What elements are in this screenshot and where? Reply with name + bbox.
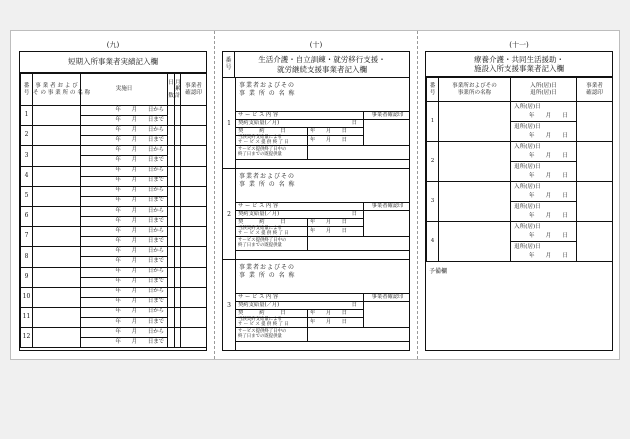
- date-to-field[interactable]: 年 月 日まで: [81, 277, 168, 287]
- row-number: 3: [427, 182, 439, 222]
- provider-label: 事業者およびその 事 業 所 の 名 称: [239, 173, 296, 188]
- contract-label: 契 約 日: [236, 310, 308, 318]
- service-row: [236, 112, 410, 120]
- provider-name-field[interactable]: [33, 146, 81, 166]
- current-end-date-field[interactable]: 年 月 日: [308, 227, 364, 237]
- table-row: [21, 186, 207, 196]
- provider-label: 事業者およびその 事 業 所 の 名 称: [239, 82, 296, 97]
- row-number: 2: [21, 126, 33, 146]
- current-end-label: 当該契約支給量による サ ー ビ ス 提 供 終 了 日: [236, 227, 308, 237]
- move-in-date-field[interactable]: 年 月 日: [511, 232, 577, 242]
- block-body: [235, 169, 409, 259]
- date-from-field[interactable]: 年 月 日から: [81, 146, 168, 156]
- provider-name-field[interactable]: [33, 307, 81, 327]
- row-number: 12: [21, 328, 33, 348]
- panel-number: (十一): [509, 41, 529, 49]
- block-body: [235, 260, 409, 351]
- days-field[interactable]: [168, 186, 175, 206]
- current-end-date-field[interactable]: 年 月 日: [308, 136, 364, 146]
- panel-title: 短期入所事業者実績記入欄: [20, 52, 206, 73]
- provided-amount-field[interactable]: [308, 146, 410, 160]
- date-to-field[interactable]: 年 月 日まで: [81, 156, 168, 166]
- header-number: 番 号: [21, 74, 33, 106]
- header-cumulative: 月 累 計: [175, 74, 181, 106]
- service-row: [236, 203, 410, 211]
- confirm-label: 事業者確認印: [364, 112, 410, 120]
- amount-row: [236, 120, 410, 128]
- panel-number: (九): [106, 41, 120, 49]
- provider-name-field[interactable]: [439, 182, 511, 222]
- date-to-field[interactable]: 年 月 日まで: [81, 217, 168, 227]
- days-field[interactable]: [168, 146, 175, 166]
- date-from-field[interactable]: 年 月 日から: [81, 267, 168, 277]
- entry-blocks: [223, 78, 409, 350]
- move-out-label: 退所(居)日: [511, 242, 577, 252]
- header-confirm: 事業者 確認印: [577, 78, 613, 102]
- fold-line-left: [214, 31, 215, 359]
- move-in-date-field[interactable]: 年 月 日: [511, 152, 577, 162]
- confirm-seal-field[interactable]: [181, 106, 207, 126]
- date-from-field[interactable]: 年 月 日から: [81, 206, 168, 216]
- row-number: 9: [21, 267, 33, 287]
- block-number: 2: [223, 169, 236, 259]
- current-end-label: 当該契約支給量による サ ー ビ ス 提 供 終 了 日: [236, 318, 308, 328]
- table-row: [21, 166, 207, 176]
- row-number: 4: [21, 166, 33, 186]
- confirm-seal-field[interactable]: [364, 120, 410, 146]
- provider-name-field[interactable]: [33, 328, 81, 348]
- table-row: [21, 206, 207, 216]
- confirm-seal-field[interactable]: [181, 206, 207, 226]
- days-field[interactable]: [168, 166, 175, 186]
- provided-amount-label: サービス提供終了日中の 終了日までの既提供量: [236, 328, 308, 342]
- days-field[interactable]: [168, 287, 175, 307]
- move-out-label: 退所(居)日: [511, 122, 577, 132]
- table-row: [21, 126, 207, 136]
- provided-amount-row: [236, 146, 410, 160]
- service-label[interactable]: サ ー ビ ス 内 容: [236, 203, 364, 211]
- provided-amount-row: [236, 328, 410, 342]
- daily-activity-form: [222, 51, 410, 351]
- contract-label: 契 約 日: [236, 219, 308, 227]
- header-provider: 事業所およびその 事業所の名称: [439, 78, 511, 102]
- table-row: [21, 227, 207, 237]
- provided-amount-row: [236, 237, 410, 251]
- block-body: [235, 78, 409, 168]
- header-dates: 実施日: [81, 74, 168, 106]
- days-field[interactable]: [168, 307, 175, 327]
- certificate-sheet: [10, 30, 620, 360]
- date-to-field[interactable]: 年 月 日まで: [81, 317, 168, 327]
- date-to-field[interactable]: 年 月 日まで: [81, 136, 168, 146]
- provided-amount-label: サービス提供終了日中の 終了日までの既提供量: [236, 146, 308, 160]
- table-row: [21, 267, 207, 277]
- move-out-label: 退所(居)日: [511, 162, 577, 172]
- confirm-seal-field[interactable]: [577, 142, 613, 182]
- days-field[interactable]: [168, 206, 175, 226]
- move-in-label: 入所(居)日: [511, 142, 577, 152]
- date-from-field[interactable]: 年 月 日から: [81, 186, 168, 196]
- amount-field[interactable]: 契約支給量(／月) 日: [236, 302, 364, 310]
- date-to-field[interactable]: 年 月 日まで: [81, 338, 168, 348]
- confirm-label: 事業者確認印: [364, 203, 410, 211]
- entry-block: [223, 78, 409, 169]
- provider-name-field[interactable]: [33, 106, 81, 126]
- row-number: 1: [427, 102, 439, 142]
- table-row: [427, 222, 613, 232]
- header-days: 日 数: [168, 74, 175, 106]
- block-table: [235, 293, 410, 342]
- panel-care-facility: [425, 40, 613, 351]
- date-from-field[interactable]: 年 月 日から: [81, 227, 168, 237]
- date-from-field[interactable]: 年 月 日から: [81, 106, 168, 116]
- block-number: 3: [223, 260, 236, 351]
- table-row: [21, 307, 207, 317]
- block-table: [235, 202, 410, 251]
- confirm-seal-field[interactable]: [364, 211, 410, 237]
- provider-name-field[interactable]: [33, 287, 81, 307]
- provider-name-field[interactable]: [33, 267, 81, 287]
- days-field[interactable]: [168, 247, 175, 267]
- confirm-seal-field[interactable]: [364, 302, 410, 328]
- confirm-seal-field[interactable]: [577, 182, 613, 222]
- days-field[interactable]: [168, 106, 175, 126]
- provider-name-field[interactable]: [33, 227, 81, 247]
- row-number: 2: [427, 142, 439, 182]
- date-to-field[interactable]: 年 月 日まで: [81, 297, 168, 307]
- row-number: 1: [21, 106, 33, 126]
- confirm-seal-field[interactable]: [181, 267, 207, 287]
- move-out-date-field[interactable]: 年 月 日: [511, 252, 577, 262]
- provider-name-field[interactable]: [439, 102, 511, 142]
- current-end-date-field[interactable]: 年 月 日: [308, 318, 364, 328]
- table-row: [427, 182, 613, 192]
- header-number: 番 号: [223, 52, 235, 78]
- panel-daily-activity: [222, 40, 410, 351]
- provider-name-field[interactable]: [33, 247, 81, 267]
- provider-name-field[interactable]: [439, 222, 511, 262]
- date-from-field[interactable]: 年 月 日から: [81, 126, 168, 136]
- confirm-seal-field[interactable]: [181, 307, 207, 327]
- confirm-seal-field[interactable]: [577, 222, 613, 262]
- service-row: [236, 294, 410, 302]
- confirm-seal-field[interactable]: [181, 287, 207, 307]
- amount-row: [236, 302, 410, 310]
- header-provider: 事 業 者 お よ び そ の 事 業 所 の 名 称: [33, 74, 81, 106]
- confirm-seal-field[interactable]: [181, 227, 207, 247]
- panel-title: 生活介護・自立訓練・就労移行支援・ 就労継続支援事業者記入欄: [235, 52, 409, 78]
- move-in-date-field[interactable]: 年 月 日: [511, 112, 577, 122]
- provider-name-field[interactable]: [33, 186, 81, 206]
- confirm-seal-field[interactable]: [181, 186, 207, 206]
- days-field[interactable]: [168, 227, 175, 247]
- provider-name-field[interactable]: [33, 166, 81, 186]
- row-number: 10: [21, 287, 33, 307]
- days-field[interactable]: [168, 267, 175, 287]
- move-in-label: 入所(居)日: [511, 182, 577, 192]
- move-in-label: 入所(居)日: [511, 102, 577, 112]
- memo-label: 予備欄: [429, 268, 448, 275]
- days-field[interactable]: [168, 328, 175, 348]
- confirm-label: 事業者確認印: [364, 294, 410, 302]
- service-label[interactable]: サ ー ビ ス 内 容: [236, 294, 364, 302]
- table-row: [21, 146, 207, 156]
- move-in-date-field[interactable]: 年 月 日: [511, 192, 577, 202]
- move-out-label: 退所(居)日: [511, 202, 577, 212]
- confirm-seal-field[interactable]: [577, 102, 613, 142]
- date-from-field[interactable]: 年 月 日から: [81, 166, 168, 176]
- date-from-field[interactable]: 年 月 日から: [81, 307, 168, 317]
- entry-block: [223, 260, 409, 351]
- confirm-seal-field[interactable]: [181, 328, 207, 348]
- date-from-field[interactable]: 年 月 日から: [81, 247, 168, 257]
- contract-label: 契 約 日: [236, 128, 308, 136]
- header-number: 番 号: [427, 78, 439, 102]
- care-facility-form: [425, 51, 613, 351]
- row-number: 3: [21, 146, 33, 166]
- entry-block: [223, 169, 409, 260]
- contract-date-field[interactable]: 年 月 日: [308, 310, 364, 318]
- provided-amount-field[interactable]: [308, 328, 410, 342]
- provider-name-field[interactable]: [439, 142, 511, 182]
- row-number: 7: [21, 227, 33, 247]
- current-end-label: 当該契約支給量による サ ー ビ ス 提 供 終 了 日: [236, 136, 308, 146]
- table-header-row: [427, 78, 613, 102]
- table-row: [427, 142, 613, 152]
- table-row: [21, 106, 207, 116]
- contract-date-field[interactable]: 年 月 日: [308, 219, 364, 227]
- move-in-label: 入所(居)日: [511, 222, 577, 232]
- care-facility-table: [426, 77, 613, 262]
- provided-amount-field[interactable]: [308, 237, 410, 251]
- date-from-field[interactable]: 年 月 日から: [81, 287, 168, 297]
- header-dates: 入所(居)日 退所(居)日: [511, 78, 577, 102]
- panel-short-stay: [19, 40, 207, 351]
- contract-date-field[interactable]: 年 月 日: [308, 128, 364, 136]
- days-field[interactable]: [168, 126, 175, 146]
- block-table: [235, 111, 410, 160]
- row-number: 8: [21, 247, 33, 267]
- short-stay-form: [19, 51, 207, 351]
- date-to-field[interactable]: 年 月 日まで: [81, 116, 168, 126]
- provider-name-field[interactable]: [33, 206, 81, 226]
- panel-number: (十): [309, 41, 323, 49]
- service-label[interactable]: サ ー ビ ス 内 容: [236, 112, 364, 120]
- block-number: 1: [223, 78, 236, 168]
- confirm-seal-field[interactable]: [181, 146, 207, 166]
- confirm-seal-field[interactable]: [181, 166, 207, 186]
- date-to-field[interactable]: 年 月 日まで: [81, 176, 168, 186]
- table-header-row: [21, 74, 207, 106]
- row-number: 6: [21, 206, 33, 226]
- row-number: 5: [21, 186, 33, 206]
- confirm-seal-field[interactable]: [181, 247, 207, 267]
- fold-line-right: [417, 31, 418, 359]
- amount-field[interactable]: 契約支給量(／月) 日: [236, 211, 364, 219]
- table-row: [21, 247, 207, 257]
- date-from-field[interactable]: 年 月 日から: [81, 328, 168, 338]
- provider-label: 事業者およびその 事 業 所 の 名 称: [239, 264, 296, 279]
- row-number: 4: [427, 222, 439, 262]
- date-to-field[interactable]: 年 月 日まで: [81, 196, 168, 206]
- move-out-date-field[interactable]: 年 月 日: [511, 172, 577, 182]
- move-out-date-field[interactable]: 年 月 日: [511, 132, 577, 142]
- table-row: [21, 287, 207, 297]
- confirm-seal-field[interactable]: [181, 126, 207, 146]
- amount-field[interactable]: 契約支給量(／月) 日: [236, 120, 364, 128]
- amount-row: [236, 211, 410, 219]
- date-to-field[interactable]: 年 月 日まで: [81, 237, 168, 247]
- row-number: 11: [21, 307, 33, 327]
- date-to-field[interactable]: 年 月 日まで: [81, 257, 168, 267]
- provider-name-field[interactable]: [33, 126, 81, 146]
- provided-amount-label: サービス提供終了日中の 終了日までの既提供量: [236, 237, 308, 251]
- header-confirm: 事業者 確認印: [181, 74, 207, 106]
- short-stay-table: [20, 73, 207, 348]
- table-row: [427, 102, 613, 112]
- panel-title: 療養介護・共同生活援助・ 施設入所支援事業者記入欄: [426, 52, 612, 77]
- table-row: [21, 328, 207, 338]
- move-out-date-field[interactable]: 年 月 日: [511, 212, 577, 222]
